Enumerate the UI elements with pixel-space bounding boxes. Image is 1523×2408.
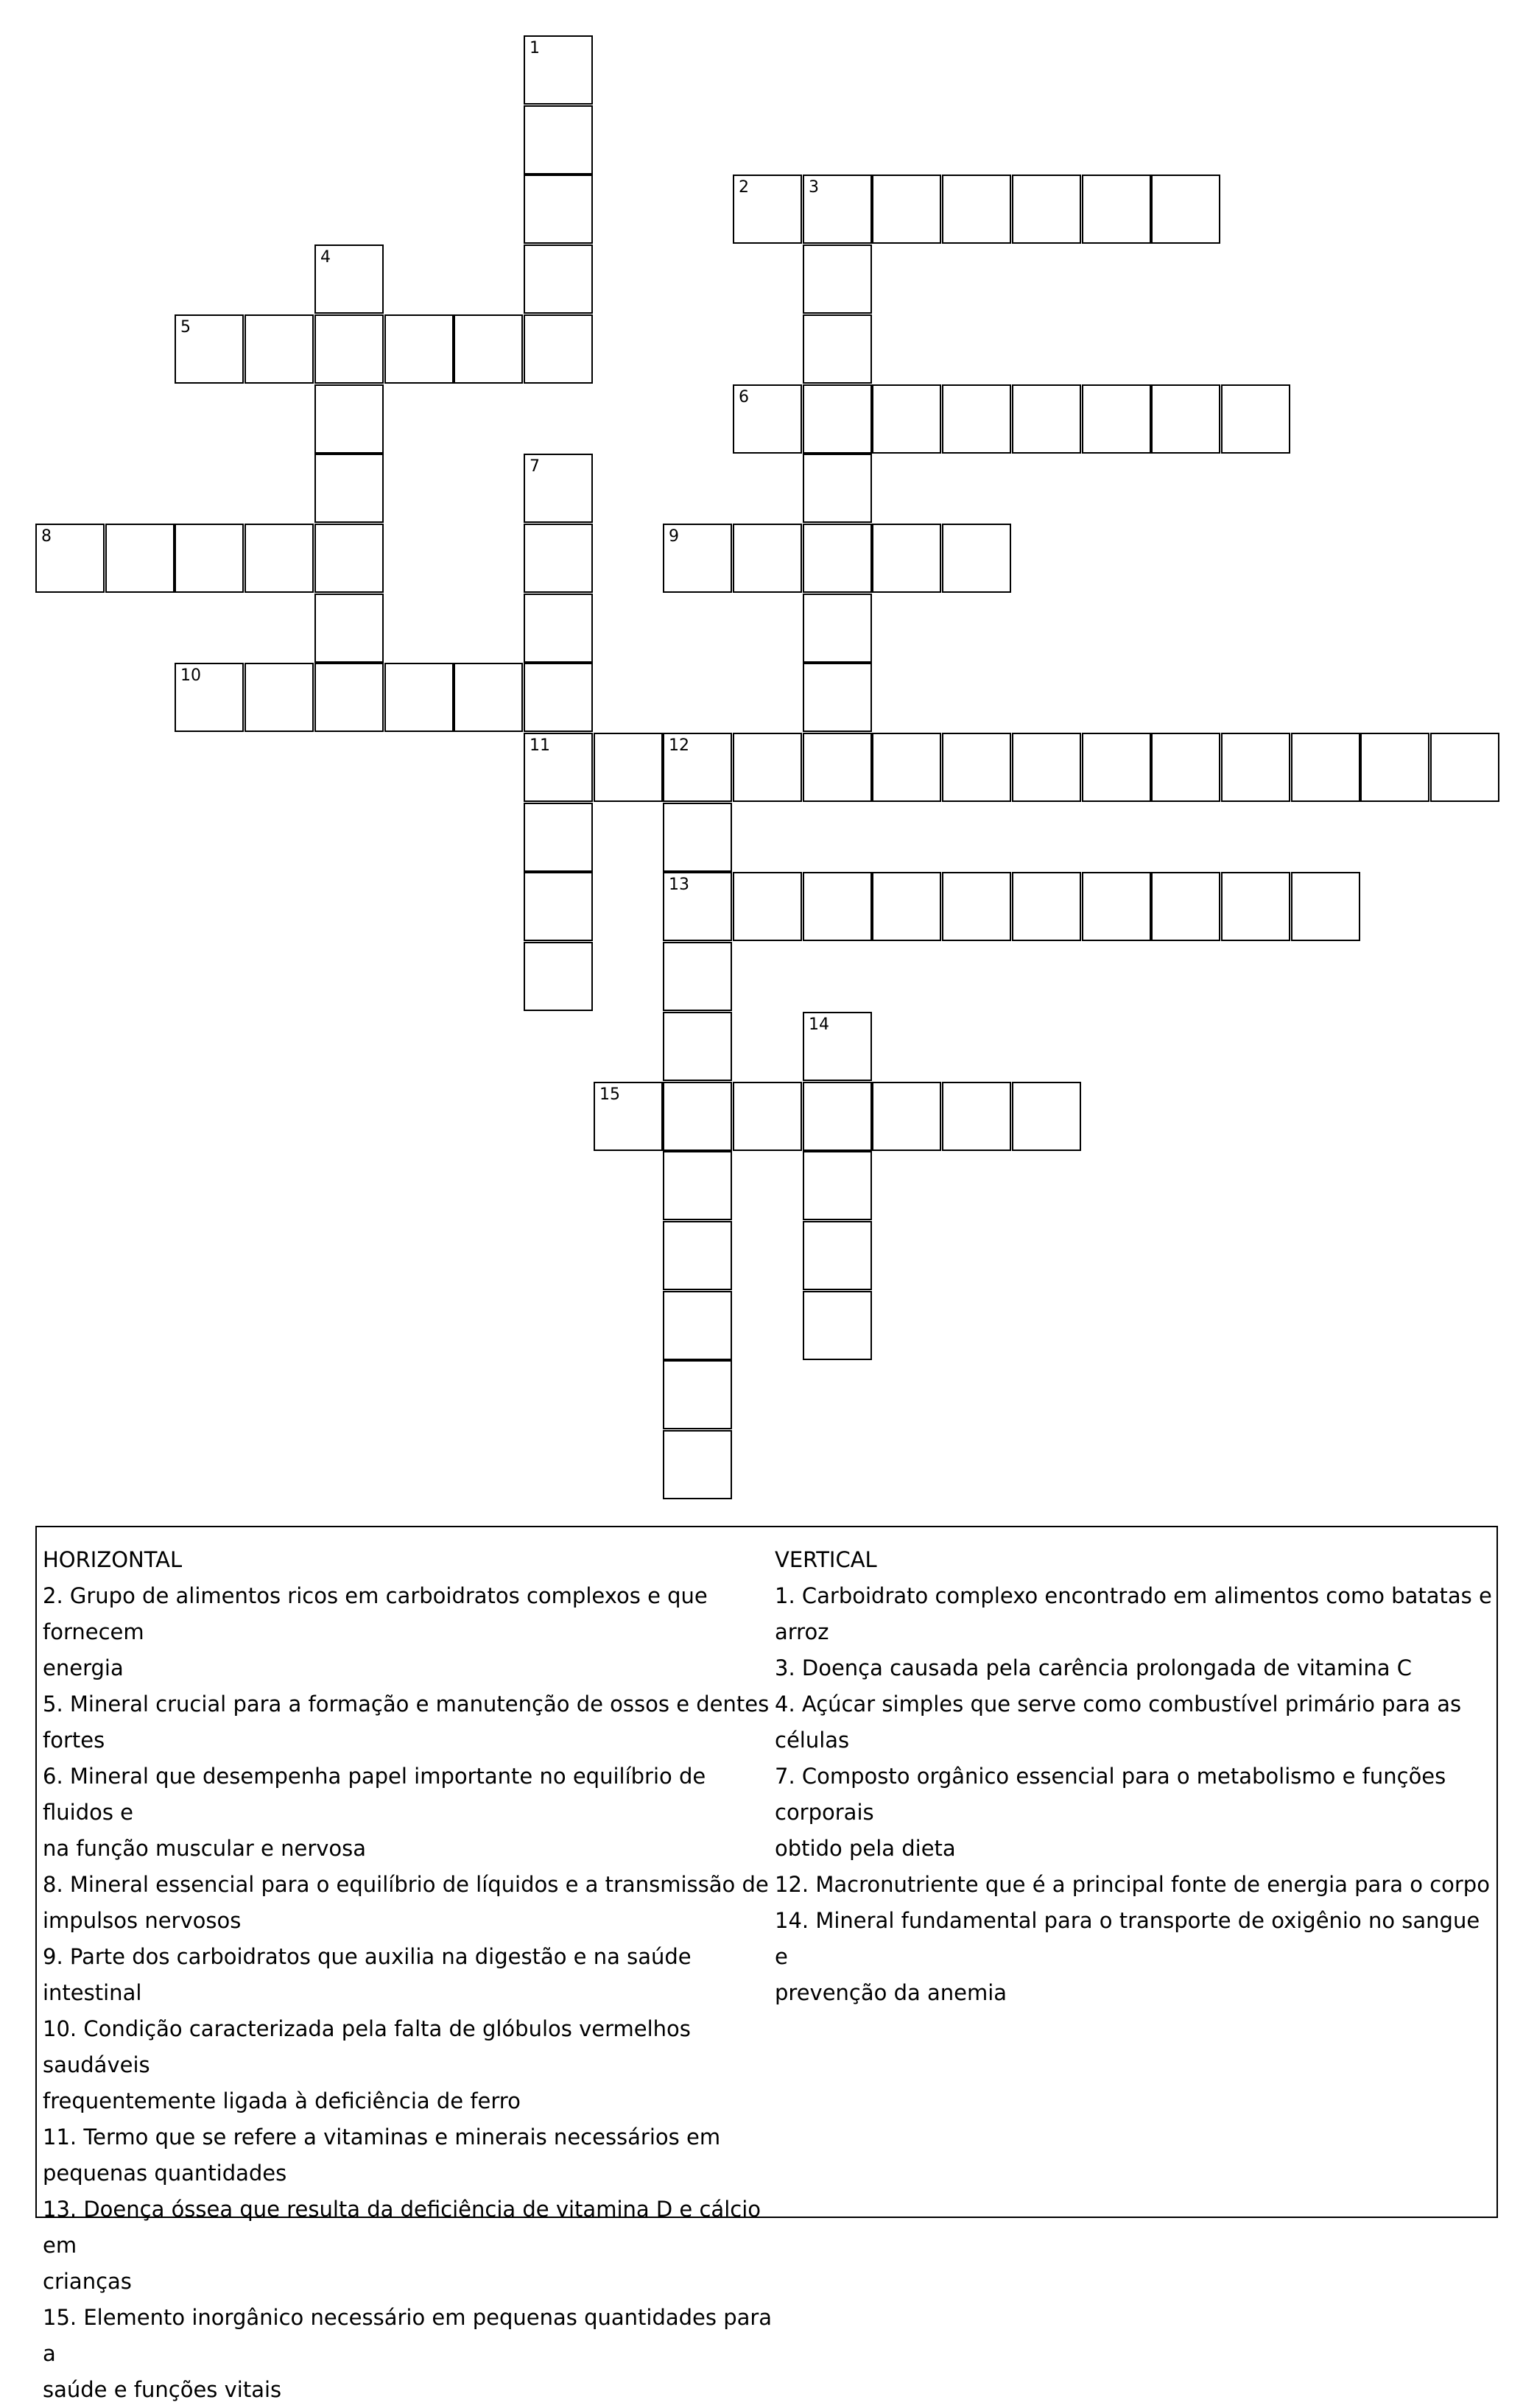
grid-cell[interactable] [872, 175, 941, 244]
clue-line: crianças [43, 2269, 132, 2294]
grid-cell[interactable] [663, 1221, 732, 1290]
grid-cell[interactable] [872, 384, 941, 454]
clue-number: 7 [530, 457, 540, 476]
grid-cell[interactable] [803, 663, 872, 732]
grid-cell[interactable] [803, 175, 872, 244]
grid-cell[interactable] [942, 872, 1011, 941]
grid-cell[interactable] [663, 1151, 732, 1220]
grid-cell[interactable] [663, 1430, 732, 1499]
grid-cell[interactable] [663, 1012, 732, 1081]
grid-cell[interactable] [1012, 1082, 1081, 1151]
grid-cell[interactable] [1430, 733, 1499, 802]
clue-line: saúde e funções vitais [43, 2377, 282, 2402]
grid-cell[interactable] [663, 1360, 732, 1429]
grid-cell[interactable] [1082, 384, 1151, 454]
grid-cell[interactable] [803, 1082, 872, 1151]
grid-cell[interactable] [524, 872, 593, 941]
grid-cell[interactable] [175, 663, 244, 732]
grid-cell[interactable] [524, 942, 593, 1011]
grid-cell[interactable] [35, 524, 105, 593]
clue-line: 2. Grupo de alimentos ricos em carboidratos complexos e que fornecem [43, 1583, 708, 1644]
clue-number: 9 [669, 527, 679, 546]
grid-cell[interactable] [1221, 733, 1290, 802]
grid-cell[interactable] [803, 244, 872, 314]
grid-cell[interactable] [314, 524, 384, 593]
clue-line: na função muscular e nervosa [43, 1836, 367, 1861]
grid-cell[interactable] [524, 35, 593, 105]
grid-cell[interactable] [524, 175, 593, 244]
clue-line: 3. Doença causada pela carência prolongada de vitamina C [775, 1655, 1412, 1680]
grid-cell[interactable] [803, 454, 872, 523]
grid-cell[interactable] [803, 733, 872, 802]
grid-cell[interactable] [803, 1221, 872, 1290]
grid-cell[interactable] [942, 524, 1011, 593]
grid-cell[interactable] [942, 384, 1011, 454]
grid-cell[interactable] [454, 314, 523, 384]
grid-cell[interactable] [733, 524, 802, 593]
grid-cell[interactable] [245, 314, 314, 384]
clue-line: frequentemente ligada à deficiência de ferro [43, 2088, 521, 2113]
grid-cell[interactable] [314, 454, 384, 523]
grid-cell[interactable] [663, 733, 732, 802]
grid-cell[interactable] [803, 314, 872, 384]
grid-cell[interactable] [594, 733, 663, 802]
clue-number: 2 [739, 178, 749, 197]
clue-line: prevenção da anemia [775, 1980, 1007, 2005]
grid-cell[interactable] [384, 663, 454, 732]
clue-line: 10. Condição caracterizada pela falta de glóbulos vermelhos saudáveis [43, 2016, 691, 2077]
grid-cell[interactable] [314, 594, 384, 663]
grid-cell[interactable] [1012, 175, 1081, 244]
clue-number: 1 [530, 39, 540, 57]
clue-line: 14. Mineral fundamental para o transporte de oxigênio no sangue e [775, 1908, 1480, 1969]
grid-cell[interactable] [1151, 733, 1220, 802]
grid-cell[interactable] [803, 1012, 872, 1081]
grid-cell[interactable] [175, 314, 244, 384]
clues-box [35, 1526, 1498, 2402]
grid-cell[interactable] [872, 524, 941, 593]
grid-cell[interactable] [872, 872, 941, 941]
grid-cell[interactable] [1012, 384, 1081, 454]
vertical-clues [775, 1542, 1496, 2011]
grid-cell[interactable] [524, 314, 593, 384]
clue-line: impulsos nervosos [43, 1908, 242, 1933]
grid-cell[interactable] [1151, 872, 1220, 941]
grid-cell[interactable] [314, 384, 384, 454]
grid-cell[interactable] [1360, 733, 1429, 802]
grid-cell[interactable] [1291, 733, 1360, 802]
clue-line: energia [43, 1655, 124, 1680]
clue-line: 7. Composto orgânico essencial para o metabolismo e funções corporais [775, 1764, 1446, 1825]
grid-cell[interactable] [524, 454, 593, 523]
clue-line: pequenas quantidades [43, 2161, 287, 2186]
grid-cell[interactable] [803, 1151, 872, 1220]
grid-cell[interactable] [524, 524, 593, 593]
clue-number: 14 [809, 1015, 829, 1034]
clue-line: 12. Macronutriente que é a principal fonte de energia para o corpo [775, 1872, 1490, 1897]
grid-cell[interactable] [454, 663, 523, 732]
clue-number: 13 [669, 876, 689, 894]
grid-cell[interactable] [1012, 733, 1081, 802]
grid-cell[interactable] [524, 594, 593, 663]
grid-cell[interactable] [524, 803, 593, 872]
grid-cell[interactable] [314, 314, 384, 384]
grid-cell[interactable] [175, 524, 244, 593]
grid-cell[interactable] [1082, 872, 1151, 941]
grid-cell[interactable] [314, 244, 384, 314]
vertical-heading: VERTICAL [775, 1547, 877, 1572]
grid-cell[interactable] [245, 524, 314, 593]
grid-cell[interactable] [663, 524, 732, 593]
grid-cell[interactable] [733, 175, 802, 244]
grid-cell[interactable] [384, 314, 454, 384]
grid-cell[interactable] [1291, 872, 1360, 941]
horizontal-heading: HORIZONTAL [43, 1547, 183, 1572]
grid-cell[interactable] [663, 1082, 732, 1151]
grid-cell[interactable] [803, 594, 872, 663]
clue-line: 4. Açúcar simples que serve como combustível primário para as células [775, 1691, 1462, 1753]
clue-number: 4 [320, 248, 331, 267]
grid-cell[interactable] [733, 384, 802, 454]
grid-cell[interactable] [1151, 175, 1220, 244]
grid-cell[interactable] [1012, 872, 1081, 941]
grid-cell[interactable] [1082, 733, 1151, 802]
clue-line: 8. Mineral essencial para o equilíbrio de líquidos e a transmissão de [43, 1872, 769, 1897]
grid-cell[interactable] [803, 872, 872, 941]
grid-cell[interactable] [803, 1291, 872, 1360]
grid-cell[interactable] [594, 1082, 663, 1151]
clue-number: 3 [809, 178, 819, 197]
grid-cell[interactable] [663, 942, 732, 1011]
clue-number: 6 [739, 388, 749, 406]
grid-cell[interactable] [1082, 175, 1151, 244]
grid-cell[interactable] [803, 524, 872, 593]
grid-cell[interactable] [105, 524, 175, 593]
grid-cell[interactable] [524, 105, 593, 175]
grid-cell[interactable] [524, 663, 593, 732]
grid-cell[interactable] [524, 244, 593, 314]
grid-cell[interactable] [1221, 872, 1290, 941]
grid-cell[interactable] [1221, 384, 1290, 454]
grid-cell[interactable] [1151, 384, 1220, 454]
clue-line: 9. Parte dos carboidratos que auxilia na digestão e na saúde intestinal [43, 1944, 692, 2005]
clue-line: fortes [43, 1728, 105, 1753]
grid-cell[interactable] [872, 1082, 941, 1151]
clue-line: 15. Elemento inorgânico necessário em pequenas quantidades para a [43, 2305, 773, 2366]
grid-cell[interactable] [733, 1082, 802, 1151]
clue-line: 13. Doença óssea que resulta da deficiência de vitamina D e cálcio em [43, 2197, 761, 2258]
grid-cell[interactable] [872, 733, 941, 802]
clue-number: 15 [599, 1085, 620, 1104]
grid-cell[interactable] [663, 872, 732, 941]
clue-line: 6. Mineral que desempenha papel importante no equilíbrio de fluidos e [43, 1764, 706, 1825]
grid-cell[interactable] [733, 872, 802, 941]
clue-line: 5. Mineral crucial para a formação e manutenção de ossos e dentes [43, 1691, 770, 1717]
grid-cell[interactable] [942, 1082, 1011, 1151]
grid-cell[interactable] [942, 733, 1011, 802]
grid-cell[interactable] [245, 663, 314, 732]
clue-line: 1. Carboidrato complexo encontrado em alimentos como batatas e arroz [775, 1583, 1492, 1644]
grid-cell[interactable] [942, 175, 1011, 244]
grid-cell[interactable] [733, 733, 802, 802]
clue-number: 10 [180, 666, 201, 685]
grid-cell[interactable] [314, 663, 384, 732]
clue-line: 11. Termo que se refere a vitaminas e minerais necessários em [43, 2124, 721, 2150]
horizontal-clues [43, 1542, 779, 2408]
grid-cell[interactable] [663, 803, 732, 872]
grid-cell[interactable] [803, 384, 872, 454]
grid-cell[interactable] [663, 1291, 732, 1360]
grid-cell[interactable] [524, 733, 593, 802]
clue-number: 12 [669, 736, 689, 755]
clue-line: obtido pela dieta [775, 1836, 956, 1861]
clue-number: 8 [41, 527, 52, 546]
clue-number: 5 [180, 318, 191, 337]
clue-number: 11 [530, 736, 550, 755]
